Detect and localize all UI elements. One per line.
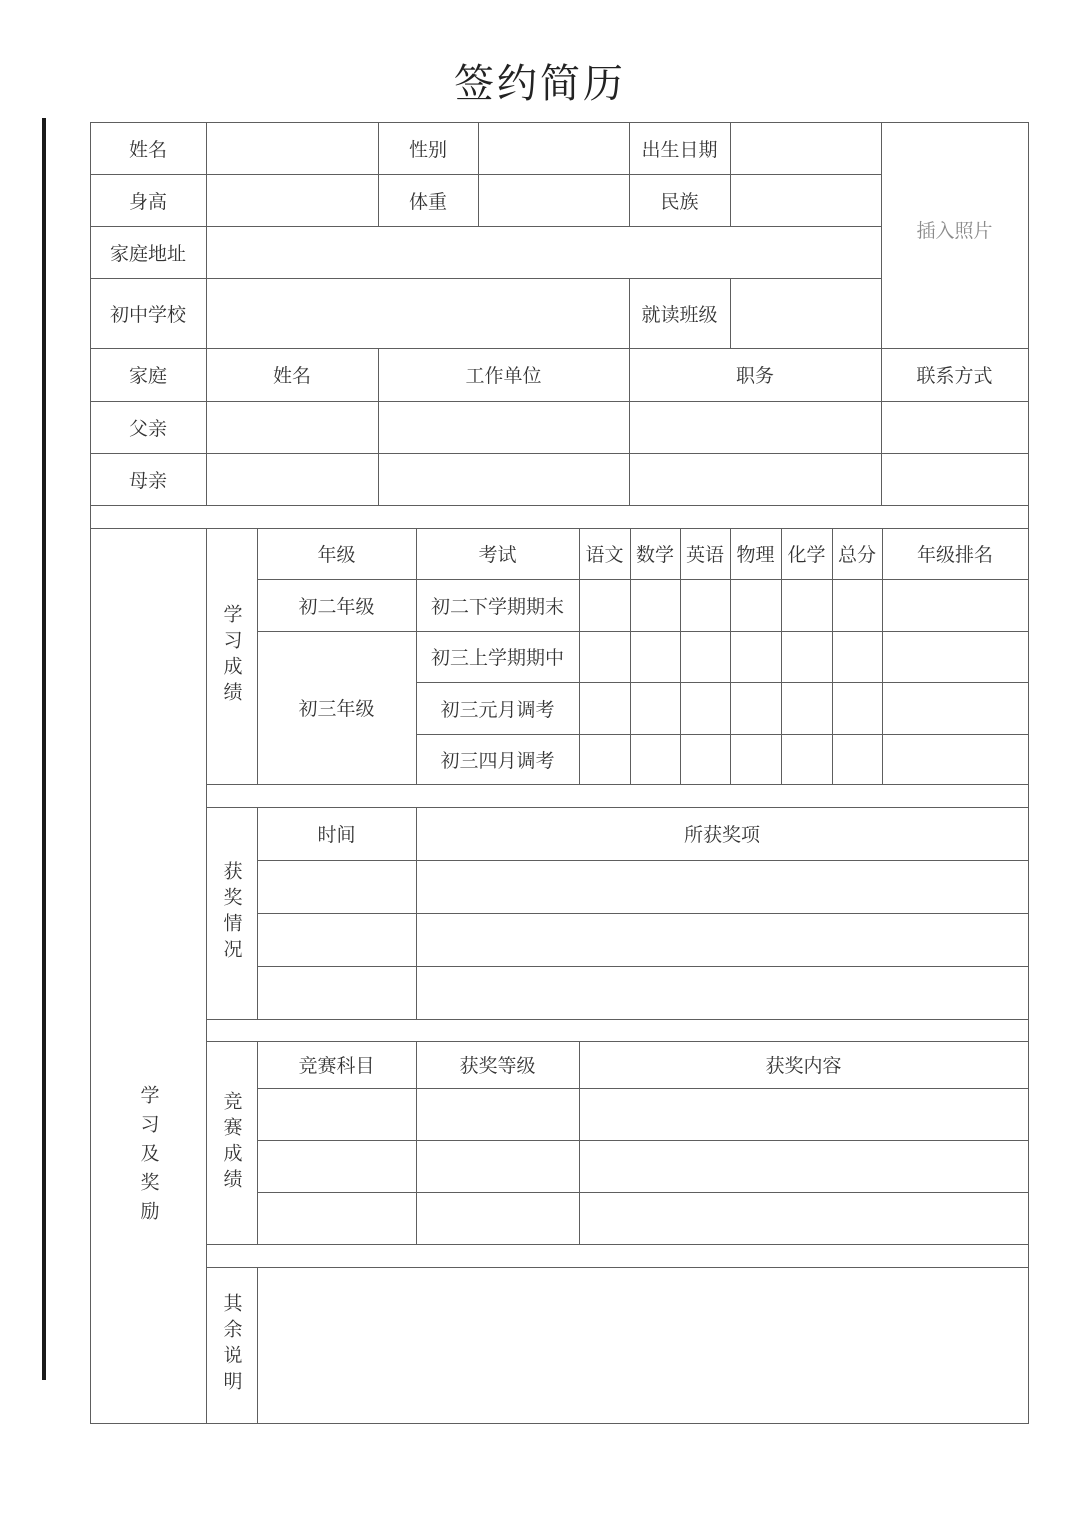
- ethnicity-input[interactable]: [730, 174, 881, 226]
- birthdate-label: 出生日期: [641, 138, 718, 161]
- remarks-section-label: 其余说明: [220, 1293, 243, 1397]
- scores-header-rank: 年级排名: [916, 544, 993, 566]
- scores-header-math: 数学: [635, 544, 674, 566]
- father-contact-input[interactable]: [881, 401, 1028, 453]
- father-name-input[interactable]: [206, 401, 378, 453]
- exam-row-label: 初三上学期期中: [430, 647, 564, 669]
- family-header-relation: 家庭: [128, 365, 167, 387]
- mother-contact-input[interactable]: [881, 453, 1028, 505]
- scores-header-physics: 物理: [736, 544, 775, 566]
- exam-row-label: 初三四月调考: [440, 749, 555, 772]
- grade-2-label: 初二年级: [298, 595, 375, 618]
- scores-header-exam: 考试: [478, 544, 517, 566]
- birthdate-input[interactable]: [730, 122, 881, 174]
- school-input[interactable]: [206, 278, 629, 348]
- class-label: 就读班级: [641, 303, 718, 326]
- address-input[interactable]: [206, 226, 881, 278]
- address-label: 家庭地址: [109, 242, 186, 265]
- awards-section-label: 获奖情况: [220, 861, 243, 965]
- exam-row-label: 初二下学期期末: [430, 595, 564, 618]
- family-header-position: 职务: [735, 365, 774, 387]
- ethnicity-label: 民族: [660, 190, 699, 213]
- scores-header-grade: 年级: [317, 544, 356, 566]
- family-header-employer: 工作单位: [465, 365, 542, 387]
- name-input[interactable]: [206, 122, 378, 174]
- school-label: 初中学校: [109, 303, 186, 326]
- family-row-mother: 母亲: [128, 469, 167, 492]
- weight-input[interactable]: [478, 174, 629, 226]
- family-header-contact: 联系方式: [916, 365, 993, 387]
- class-input[interactable]: [730, 278, 881, 348]
- exam-row-label: 初三元月调考: [440, 698, 555, 721]
- father-employer-input[interactable]: [378, 401, 629, 453]
- competitions-header-level: 获奖等级: [459, 1055, 536, 1077]
- father-position-input[interactable]: [629, 401, 881, 453]
- family-header-name: 姓名: [272, 365, 311, 387]
- weight-label: 体重: [408, 190, 447, 213]
- scores-header-total: 总分: [837, 544, 876, 566]
- scores-header-english: 英语: [685, 544, 724, 566]
- scores-section-label: 学习成绩: [220, 604, 243, 708]
- photo-placeholder[interactable]: 插入照片: [916, 219, 993, 242]
- gender-input[interactable]: [478, 122, 629, 174]
- study-section-label: 学习及奖励: [137, 1085, 160, 1230]
- mother-position-input[interactable]: [629, 453, 881, 505]
- awards-header-time: 时间: [317, 824, 356, 846]
- competitions-header-subject: 竞赛科目: [298, 1055, 375, 1077]
- competitions-section-label: 竞赛成绩: [220, 1090, 243, 1195]
- remarks-input[interactable]: [257, 1267, 1028, 1423]
- height-input[interactable]: [206, 174, 378, 226]
- awards-header-award: 所获奖项: [683, 824, 760, 846]
- family-row-father: 父亲: [128, 417, 167, 440]
- competitions-header-content: 获奖内容: [765, 1055, 842, 1077]
- gender-label: 性别: [408, 138, 447, 161]
- height-label: 身高: [128, 190, 167, 213]
- grade-3-label: 初三年级: [298, 698, 375, 720]
- mother-name-input[interactable]: [206, 453, 378, 505]
- scores-header-chemistry: 化学: [787, 544, 826, 566]
- name-label: 姓名: [128, 138, 167, 161]
- page-title: 签约简历: [454, 61, 626, 107]
- scores-header-chinese: 语文: [585, 544, 624, 566]
- mother-employer-input[interactable]: [378, 453, 629, 505]
